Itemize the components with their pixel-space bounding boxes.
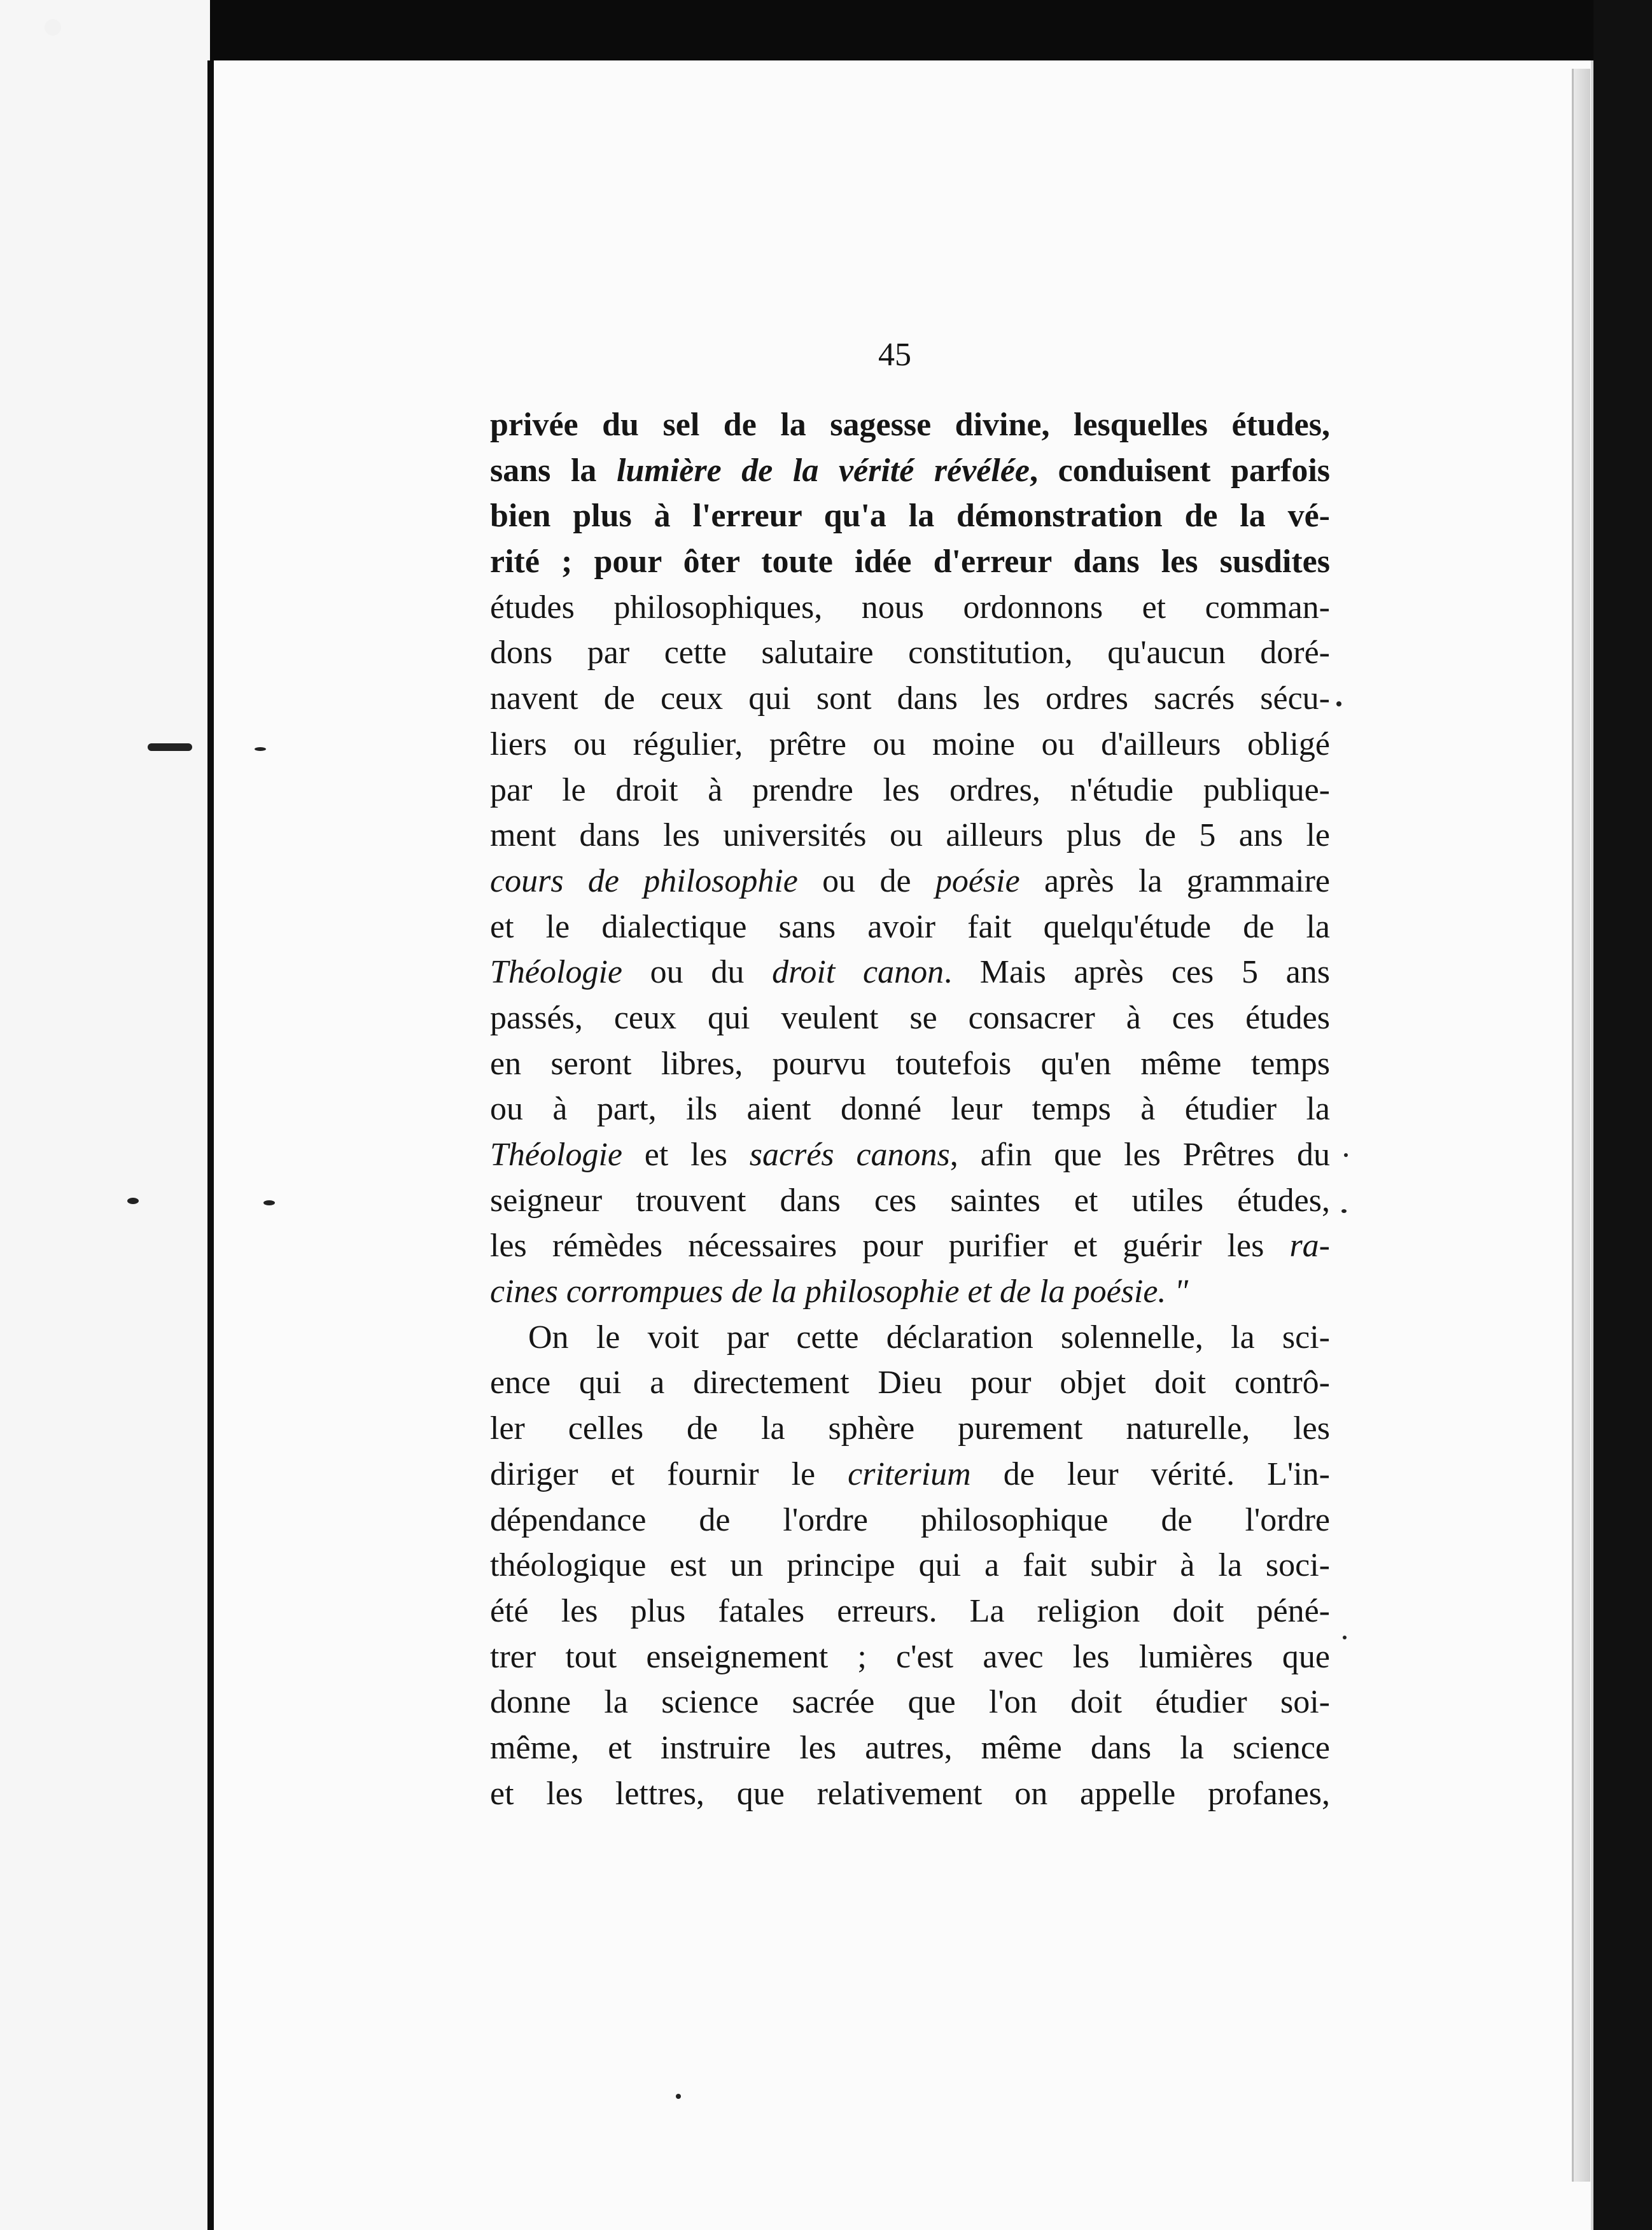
scan-speck: [1343, 1636, 1347, 1639]
text-line: diriger et fournir le criterium de leur vérité. L'in-: [490, 1455, 1330, 1492]
text-line: et les lettres, que relativement on appelle profanes,: [490, 1775, 1330, 1812]
scan-speck: [255, 747, 266, 751]
text-line: navent de ceux qui sont dans les ordres sacrés sécu-: [490, 680, 1330, 717]
book-gutter: [207, 60, 214, 2230]
facing-page-margin: [0, 0, 210, 2230]
text-line: en seront libres, pourvu toutefois qu'en même temps: [490, 1045, 1330, 1082]
text-line: même, et instruire les autres, même dans la science: [490, 1729, 1330, 1766]
text-line: dons par cette salutaire constitution, qu'aucun doré-: [490, 635, 1330, 671]
text-line: bien plus à l'erreur qu'a la démonstration de la vé-: [490, 498, 1330, 535]
text-line: Théologie et les sacrés canons, afin que les Prêtres du: [490, 1137, 1330, 1173]
scan-right-border: [1593, 0, 1652, 2230]
text-line: Théologie ou du droit canon. Mais après ces 5 ans: [490, 954, 1331, 991]
text-line: été les plus fatales erreurs. La religion doit péné-: [490, 1592, 1330, 1629]
scan-speck: [148, 743, 192, 751]
text-line: ence qui a directement Dieu pour objet doit contrô-: [490, 1364, 1330, 1401]
text-line: ou à part, ils aient donné leur temps à étudier la: [490, 1091, 1330, 1128]
scan-speck: [1341, 1209, 1347, 1213]
scan-top-border: [0, 0, 1652, 60]
scan-speck: [127, 1198, 139, 1204]
text-line: liers ou régulier, prêtre ou moine ou d'ailleurs obligé: [490, 726, 1330, 762]
scan-speck: [676, 2094, 681, 2099]
text-line: théologique est un principe qui a fait subir à la soci-: [490, 1547, 1330, 1584]
text-line: donne la science sacrée que l'on doit étudier soi-: [490, 1684, 1330, 1721]
text-line: dépendance de l'ordre philosophique de l'ordre: [490, 1501, 1330, 1538]
text-line: trer tout enseignement ; c'est avec les lumières que: [490, 1638, 1330, 1675]
text-line: ler celles de la sphère purement naturelle, les: [490, 1410, 1330, 1447]
text-line: rité ; pour ôter toute idée d'erreur dans les susdites: [490, 543, 1330, 580]
scan-speck: [1336, 701, 1341, 706]
text-line: sans la lumière de la vérité révélée, conduisent parfois: [490, 452, 1331, 489]
text-line: On le voit par cette déclaration solennelle, la sci-: [528, 1319, 1330, 1356]
scan-speck: [263, 1200, 275, 1205]
text-line: seigneur trouvent dans ces saintes et utiles études,: [490, 1182, 1330, 1219]
scan-speck: [45, 19, 61, 36]
text-line: privée du sel de la sagesse divine, lesquelles études,: [490, 407, 1330, 443]
text-line: études philosophiques, nous ordonnons et comman-: [490, 589, 1330, 626]
text-line: cines corrompues de la philosophie et de la poésie. ": [490, 1273, 1189, 1310]
page-edge-shadow: [1572, 69, 1590, 2182]
page-number: 45: [878, 337, 911, 373]
text-line: les rémèdes nécessaires pour purifier et guérir les ra-: [490, 1228, 1330, 1265]
text-line: et le dialectique sans avoir fait quelqu'étude de la: [490, 908, 1330, 945]
text-line: cours de philosophie ou de poésie après la grammaire: [490, 862, 1330, 899]
text-line: ment dans les universités ou ailleurs plus de 5 ans le: [490, 817, 1330, 854]
scan-speck: [1344, 1153, 1348, 1157]
text-line: passés, ceux qui veulent se consacrer à ces études: [490, 999, 1330, 1036]
body-text: [490, 402, 1330, 1816]
text-line: par le droit à prendre les ordres, n'étudie publique-: [490, 771, 1330, 808]
